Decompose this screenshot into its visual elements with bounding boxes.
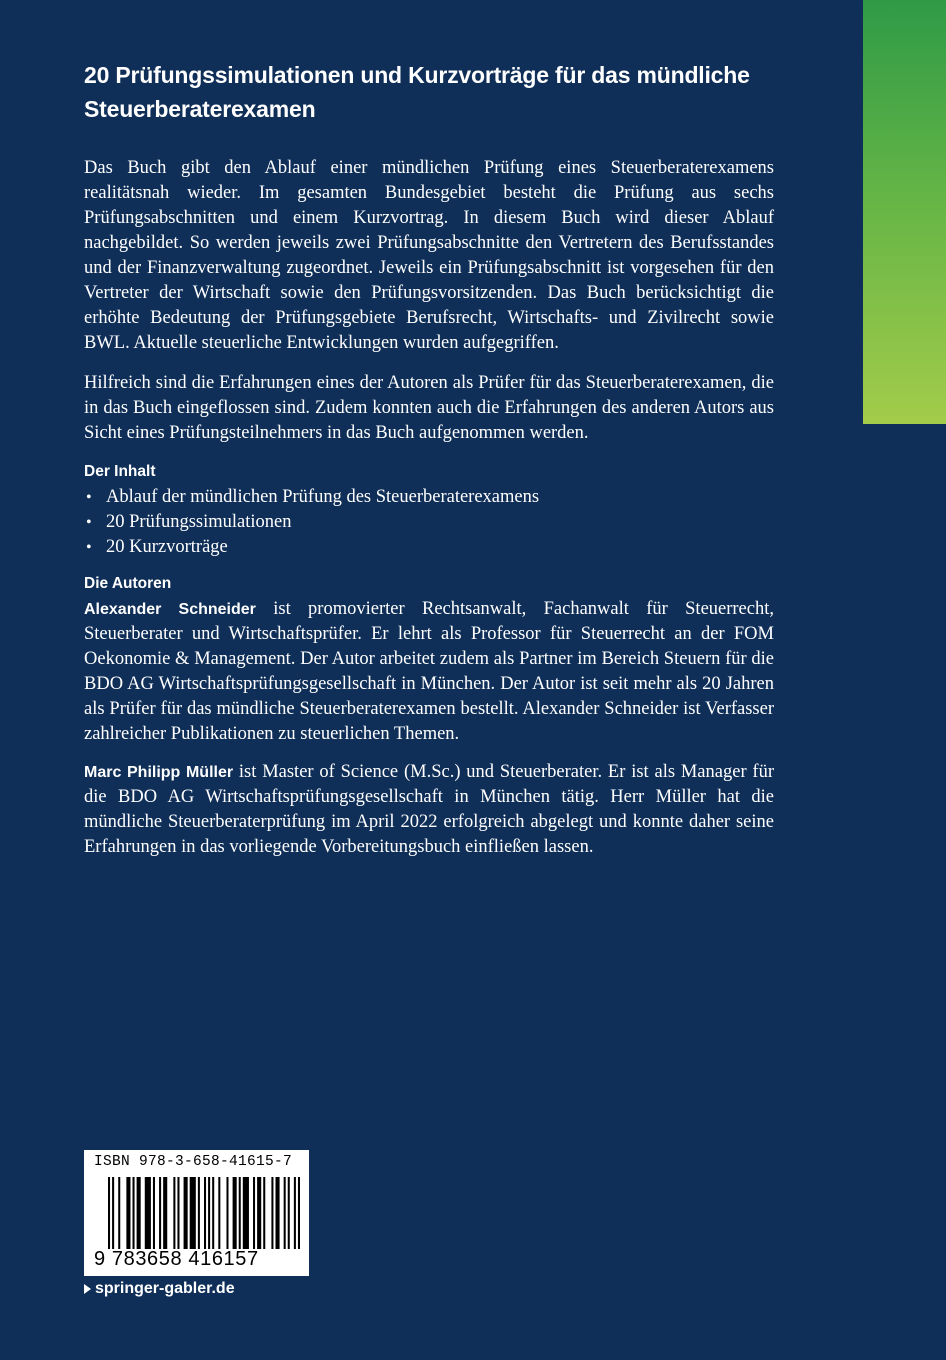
- barcode-bar: [233, 1177, 237, 1249]
- authors-heading: Die Autoren: [84, 575, 172, 592]
- barcode-bar: [212, 1177, 214, 1249]
- barcode-bar: [288, 1177, 290, 1249]
- list-item: • 20 Kurzvorträge: [84, 535, 774, 560]
- barcode-bar: [126, 1177, 130, 1249]
- barcode-bar: [177, 1177, 179, 1249]
- author-bio-text: ist Master of Science (M.Sc.) und Steuerberater. Er ist als Manager für die BDO AG Wirtschaftsprüfungsgesellschaft in München tätig. Herr Müller hat die mündliche Steuerberaterprüfung im April 2022 erfolgreich abgelegt und konnte daher seine Erfahrungen in das vorliegende Vorbereitungsbuch einfließen lassen.: [84, 762, 774, 857]
- barcode-bar: [271, 1177, 273, 1249]
- barcode-bar: [275, 1177, 279, 1249]
- list-item: • Ablauf der mündlichen Prüfung des Steuerberaterexamens: [84, 485, 774, 510]
- isbn-barcode: [84, 1150, 309, 1276]
- barcode-bar: [112, 1177, 114, 1249]
- author-bio-schneider: [84, 597, 774, 747]
- barcode-bar: [153, 1177, 155, 1249]
- barcode-bar: [298, 1177, 300, 1249]
- intro-paragraph-2: Hilfreich sind die Erfahrungen eines der Autoren als Prüfer für das Steuerberaterexamen, die in das Buch eingeflossen sind. Zudem konnten auch die Erfahrungen des anderen Autors aus Sicht eines Prüfungsteilnehmers in das Buch aufgenommen werden.: [84, 373, 774, 443]
- barcode-bar: [163, 1177, 167, 1249]
- website-text: springer-gabler.de: [95, 1280, 235, 1297]
- barcode-bar: [239, 1177, 241, 1249]
- barcode-bar: [257, 1177, 261, 1249]
- author-name: Marc Philipp Müller: [84, 764, 234, 781]
- barcode-bar: [118, 1177, 120, 1249]
- barcode-bar: [133, 1177, 135, 1249]
- barcode-bar: [243, 1177, 249, 1249]
- arrow-right-icon: [84, 1284, 91, 1294]
- barcode-bar: [173, 1177, 175, 1249]
- barcode-bar: [204, 1177, 206, 1249]
- green-accent-bar: [863, 0, 946, 424]
- bullet-icon: •: [86, 489, 92, 506]
- barcode-bar: [208, 1177, 210, 1249]
- isbn-label: ISBN 978-3-658-41615-7: [94, 1154, 293, 1170]
- intro-paragraph-1: Das Buch gibt den Ablauf einer mündlichen Prüfung eines Steuerberaterexamens realitätsnah wieder. Im gesamten Bundesgebiet besteht die Prüfung aus sechs Prüfungsabschnitten und einem Kurzvortrag. In diesem Buch wird dieser Ablauf nachgebildet. So werden jeweils zwei Prüfungsabschnitte den Vertretern des Berufsstandes und der Finanzverwaltung zugeordnet. Jeweils ein Prüfungsabschnitt ist vorgesehen für den Vertreter der Wirtschaft sowie den Prüfungsvorsitzenden. Das Buch berücksichtigt die erhöhte Bedeutung der Prüfungsgebiete Berufsrecht, Wirtschafts- und Zivilrecht sowie BWL. Aktuelle steuerliche Entwicklungen wurden aufgegriffen.: [84, 158, 774, 353]
- contents-heading: Der Inhalt: [84, 463, 156, 480]
- barcode-bar: [198, 1177, 200, 1249]
- barcode-bar: [294, 1177, 296, 1249]
- barcode-bar: [190, 1177, 196, 1249]
- main-content: [84, 58, 774, 873]
- list-item: • 20 Prüfungssimulationen: [84, 510, 774, 535]
- barcode-bars: [108, 1177, 300, 1249]
- barcode-bar: [108, 1177, 110, 1249]
- barcode-bar: [184, 1177, 188, 1249]
- barcode-bar: [137, 1177, 141, 1249]
- contents-list: [84, 485, 774, 560]
- bullet-icon: •: [86, 514, 92, 531]
- author-name: Alexander Schneider: [84, 601, 256, 618]
- barcode-bar: [253, 1177, 255, 1249]
- barcode-bar: [218, 1177, 220, 1249]
- barcode-digits: 9 783658 416157: [94, 1248, 259, 1270]
- barcode-bar: [284, 1177, 286, 1249]
- bullet-icon: •: [86, 539, 92, 556]
- barcode-bar: [145, 1177, 151, 1249]
- author-bio-mueller: [84, 760, 774, 860]
- website-link[interactable]: [84, 1280, 235, 1298]
- barcode-bar: [226, 1177, 228, 1249]
- barcode-bar: [263, 1177, 265, 1249]
- book-title: 20 Prüfungssimulationen und Kurzvorträge für das mündliche Steuerberaterexamen: [84, 62, 750, 122]
- author-bio-text: ist promovierter Rechtsanwalt, Fachanwalt für Steuerrecht, Steuerberater und Wirtschaftsprüfer. Er lehrt als Professor für Steuerrecht an der FOM Oekonomie & Management. Der Autor arbeitet zudem als Partner im Bereich Steuern für die BDO AG Wirtschaftsprüfungsgesellschaft in München. Der Autor ist seit mehr als 20 Jahren als Prüfer für das mündliche Steuerberaterexamen bestellt. Alexander Schneider ist Verfasser zahlreicher Publikationen zu steuerlichen Themen.: [84, 599, 774, 744]
- barcode-bar: [159, 1177, 161, 1249]
